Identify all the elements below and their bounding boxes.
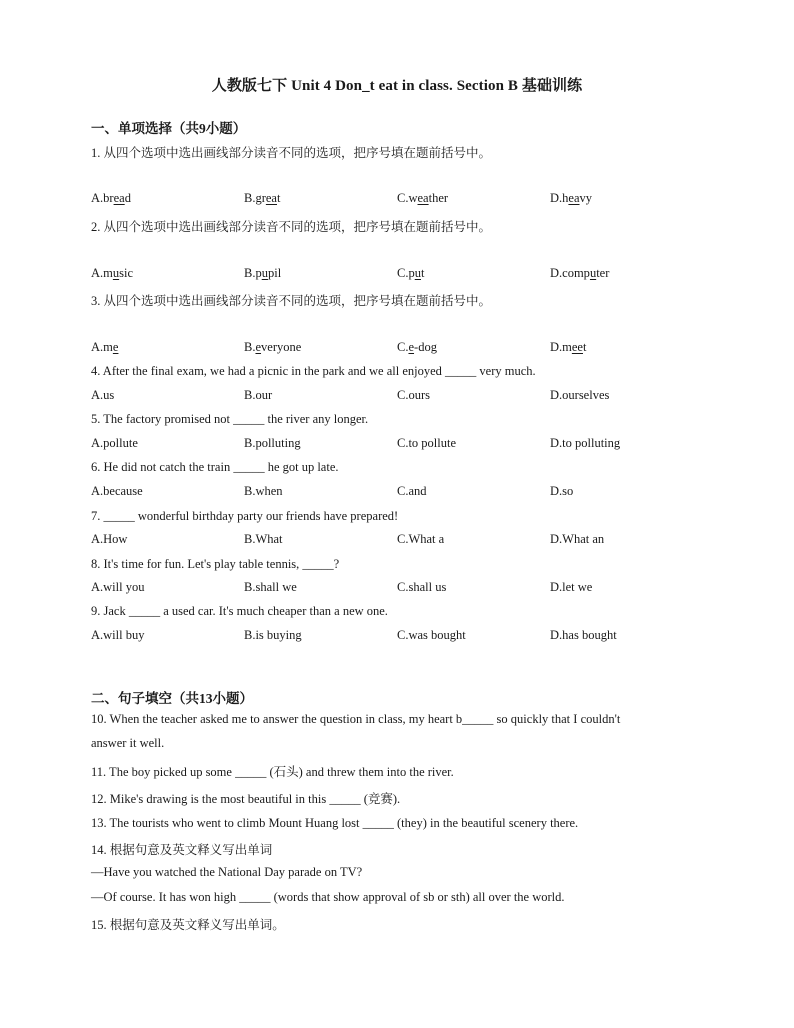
question-line: —Have you watched the National Day parade on TV? [91, 865, 363, 879]
option-a: A.How [91, 532, 128, 546]
option-b: B.our [244, 388, 273, 402]
option-b: B.pupil [244, 266, 282, 280]
option-d: D.let we [550, 580, 593, 594]
question-stem: 5. The factory promised not _____ the river any longer. [91, 412, 369, 426]
option-d: D.ourselves [550, 388, 610, 402]
option-b: B.polluting [244, 436, 301, 450]
question-line: 11. The boy picked up some _____ (石头) and threw them into the river. [91, 765, 454, 779]
option-a: A.music [91, 266, 134, 280]
document-title: 人教版七下 Unit 4 Don_t eat in class. Section B 基础训练 [211, 78, 583, 94]
question-line: answer it well. [91, 736, 165, 750]
question-stem: 3. 从四个选项中选出画线部分读音不同的选项，把序号填在题前括号中。 [91, 294, 492, 308]
question-line: —Of course. It has won high _____ (words that show approval of sb or sth) all over the world. [91, 890, 565, 904]
option-a: A.us [91, 388, 115, 402]
question-line: 14. 根据句意及英文释义写出单词 [91, 843, 273, 857]
option-c: C.What a [397, 532, 445, 546]
option-d: D.computer [550, 266, 610, 280]
question-stem: 2. 从四个选项中选出画线部分读音不同的选项，把序号填在题前括号中。 [91, 220, 492, 234]
option-a: A.me [91, 340, 119, 354]
option-a: A.will buy [91, 628, 145, 642]
option-d: D.meet [550, 340, 587, 354]
option-a: A.will you [91, 580, 145, 594]
option-d: D.so [550, 484, 574, 498]
question-line: 13. The tourists who went to climb Mount Huang lost _____ (they) in the beautiful scenery there. [91, 816, 579, 830]
option-c: C.to pollute [397, 436, 457, 450]
option-d: D.What an [550, 532, 605, 546]
question-line: 15. 根据句意及英文释义写出单词。 [91, 918, 285, 932]
question-stem: 4. After the final exam, we had a picnic in the park and we all enjoyed _____ very much. [91, 364, 536, 378]
option-c: C.was bought [397, 628, 466, 642]
option-b: B.What [244, 532, 283, 546]
option-d: D.has bought [550, 628, 617, 642]
question-line: 12. Mike's drawing is the most beautiful in this _____ (竞赛). [91, 792, 401, 806]
option-b: B.when [244, 484, 283, 498]
option-b: B.everyone [244, 340, 302, 354]
option-b: B.is buying [244, 628, 302, 642]
option-a: A.pollute [91, 436, 138, 450]
option-a: A.bread [91, 191, 131, 205]
option-c: C.weather [397, 191, 449, 205]
question-stem: 6. He did not catch the train _____ he got up late. [91, 460, 339, 474]
option-c: C.and [397, 484, 427, 498]
section-heading-multiple-choice: 一、单项选择（共9小题） [91, 121, 247, 136]
question-stem: 1. 从四个选项中选出画线部分读音不同的选项，把序号填在题前括号中。 [91, 146, 492, 160]
question-stem: 8. It's time for fun. Let's play table tennis, _____? [91, 557, 340, 571]
option-d: D.heavy [550, 191, 593, 205]
option-b: B.great [244, 191, 281, 205]
option-d: D.to polluting [550, 436, 621, 450]
option-c: C.ours [397, 388, 430, 402]
option-b: B.shall we [244, 580, 297, 594]
option-c: C.e-dog [397, 340, 437, 354]
option-c: C.shall us [397, 580, 447, 594]
section-heading-sentence-fill: 二、句子填空（共13小题） [91, 691, 253, 706]
question-line: 10. When the teacher asked me to answer the question in class, my heart b_____ so quickly that I couldn't [91, 712, 621, 726]
question-stem: 7. _____ wonderful birthday party our friends have prepared! [91, 509, 399, 523]
option-c: C.put [397, 266, 425, 280]
question-stem: 9. Jack _____ a used car. It's much cheaper than a new one. [91, 604, 388, 618]
option-a: A.because [91, 484, 143, 498]
